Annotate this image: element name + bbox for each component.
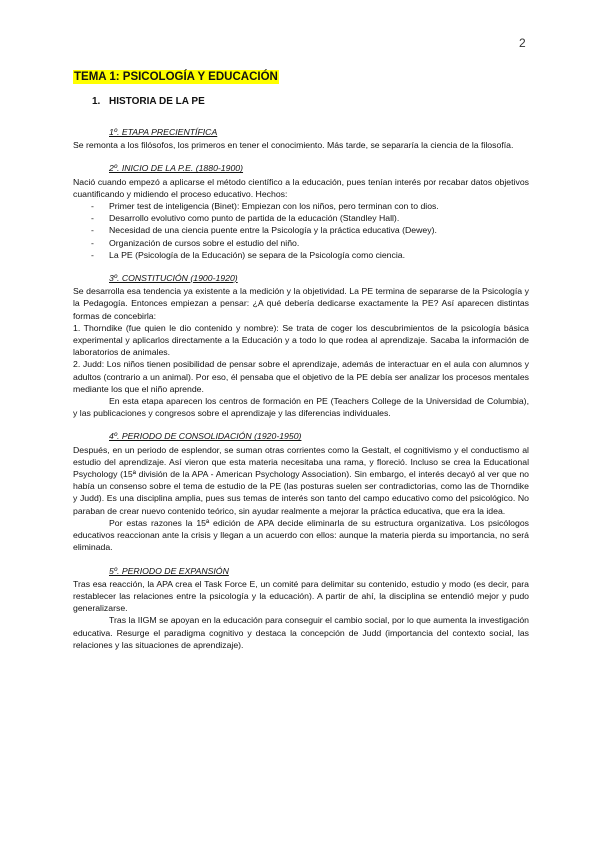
stage-constitucion [73, 272, 529, 419]
stage-precientifica [73, 126, 529, 151]
paragraph: 1. Thorndike (fue quien le dio contenido y nombre): Se trata de coger los descubrimientos de la psicología básica experimental y aplicarlos directamente a la Educación y a todo lo que rodea al aprendizaje. Sacaba la información de laboratorios de animales. [73, 322, 529, 358]
paragraph: Por estas razones la 15ª edición de APA decide eliminarla de su estructura organizativa. Los psicólogos educativos reaccionan ante la crisis y llegan a un acuerdo con ellos: aunque la materia pierda su importancia, no será eliminada. [73, 517, 529, 553]
section-title: HISTORIA DE LA PE [109, 96, 205, 107]
stage-heading: 4º. PERIODO DE CONSOLIDACIÓN (1920-1950) [109, 431, 302, 442]
stage-inicio [73, 162, 529, 261]
stage-consolidacion [73, 430, 529, 553]
stage-heading: 2º. INICIO DE LA P.E. (1880-1900) [109, 163, 244, 174]
list-item: - La PE (Psicología de la Educación) se separa de la Psicología como ciencia. [73, 249, 529, 261]
section-heading [92, 95, 529, 108]
stage-heading: 1º. ETAPA PRECIENTÍFICA [109, 127, 218, 137]
list-item: - Primer test de inteligencia (Binet): Empiezan con los niños, pero terminan con to dios. [73, 200, 529, 212]
section-number: 1. [92, 96, 101, 107]
paragraph: 2. Judd: Los niños tienen posibilidad de pensar sobre el aprendizaje, además de interactuar en el aula con alumnos y adultos (contrario a un animal). Por eso, él pensaba que el objetivo de la PE debía ser analizar los procesos mentales mediante los que el niño aprende. [73, 359, 529, 394]
paragraph: Después, en un periodo de esplendor, se suman otras corrientes como la Gestalt, el cognitivismo y el conductismo al estudio del aprendizaje. Así vieron que esta materia necesitaba una rama, y floreció. Incluso se crea la Educational Psychology (15ª división de la APA - American Psychology Association). Sin embargo, el interés decayó al ver que no había un consenso sobre el tema de estudio de la PE (las posturas suelen ser contradictorias, como las de Thorndike y Judd). Es una disciplina amplia, pues sus temas de interés son tanto del campo educativo como del psicológico. No paraban de crear nuevo contenido teórico, sin ayudar realmente a mejorar la práctica educativa, que era la idea. [73, 444, 529, 516]
paragraph: Se remonta a los filósofos, los primeros en tener el conocimiento. Más tarde, se separaría la ciencia de la filosofía. [73, 140, 514, 151]
stage-heading: 3º. CONSTITUCIÓN (1900-1920) [109, 273, 238, 284]
stage-expansion [73, 565, 529, 651]
document-title: TEMA 1: PSICOLOGÍA Y EDUCACIÓN [74, 71, 278, 83]
paragraph: Se desarrolla esa tendencia ya existente a la medición y la objetividad. La PE termina de separarse de la Psicología y la Pedagogía. Entonces empiezan a pensar: ¿A qué debería dedicarse exactamente la PE? Así aparecen distintas formas de concebirla: [73, 286, 529, 321]
facts-list [73, 200, 529, 261]
paragraph: Nació cuando empezó a aplicarse el método científico a la educación, pues tenían interés por recabar datos objetivos cuantificando y midiendo el proceso educativo. Hechos: [73, 176, 529, 199]
paragraph: Tras la IIGM se apoyan en la educación para conseguir el cambio social, por lo que aumenta la investigación educativa. Resurge el paradigma cognitivo y destaca la concepción de Judd (importancia del contexto social, las relaciones y las situaciones de aprendizaje). [73, 615, 529, 650]
list-item: - Necesidad de una ciencia puente entre la Psicología y la práctica educativa (Dewey). [73, 224, 529, 236]
stage-heading: 5º. PERIODO DE EXPANSIÓN [109, 565, 229, 576]
document-body [73, 70, 529, 662]
list-item: - Organización de cursos sobre el estudio del niño. [73, 237, 529, 249]
paragraph: Tras esa reacción, la APA crea el Task Force E, un comité para delimitar su contenido, estudio y modo (es decir, para restablecer las relaciones entre la psicología y la educación). A partir de ahí, la disciplina se entendió mejor y pudo generalizarse. [73, 578, 529, 614]
page-number: 2 [519, 36, 526, 50]
list-item: - Desarrollo evolutivo como punto de partida de la educación (Standley Hall). [73, 212, 529, 224]
paragraph: En esta etapa aparecen los centros de formación en PE (Teachers College de la Universidad de Columbia), y las publicaciones y congresos sobre el aprendizaje y las diferencias individuales. [73, 396, 529, 419]
